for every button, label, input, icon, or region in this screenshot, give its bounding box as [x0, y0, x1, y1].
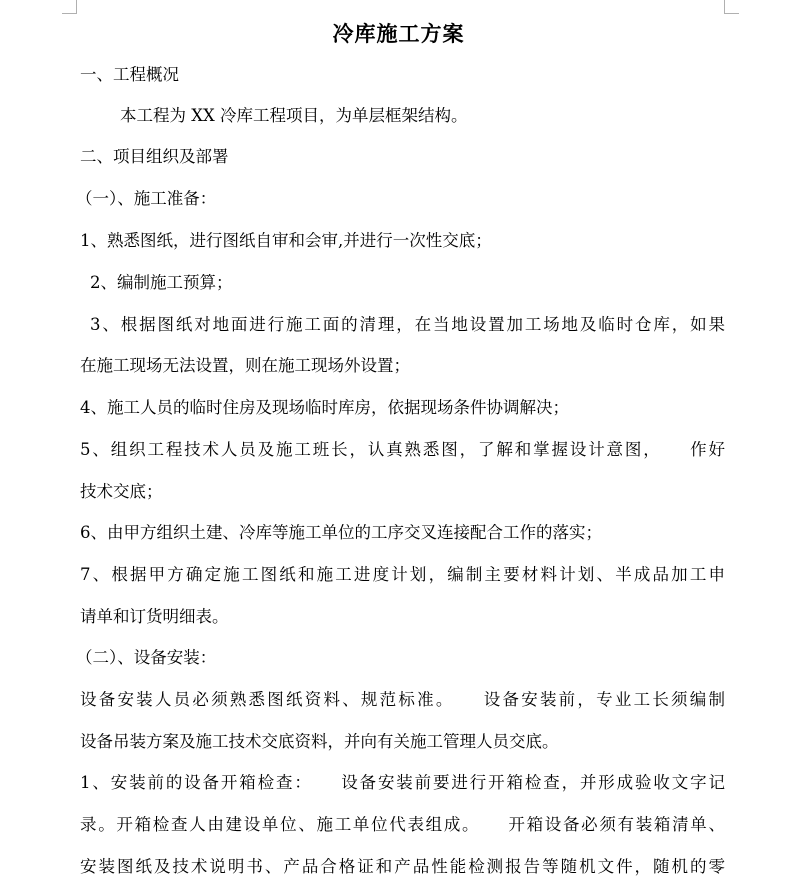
paragraph-equipment-line-2: 设备吊装方案及施工技术交底资料，并向有关施工管理人员交底。: [80, 732, 559, 751]
list-item-1: 1、熟悉图纸，进行图纸自审和会审,并进行一次性交底；: [80, 231, 492, 250]
subsection-heading-2: （二）、设备安装：: [76, 648, 217, 667]
inspection-line-2: 录。开箱检查人由建设单位、施工单位代表组成。 开箱设备必须有装箱清单、: [80, 815, 725, 834]
document-title: 冷库施工方案: [332, 21, 465, 46]
list-item-5-line-2: 技术交底；: [80, 482, 163, 501]
inspection-line-3: 安装图纸及技术说明书、产品合格证和产品性能检测报告等随机文件，随机的零: [80, 857, 725, 876]
list-item-3-line-1: 3、根据图纸对地面进行施工面的清理，在当地设置加工场地及临时仓库，如果: [90, 315, 725, 334]
list-item-4: 4、施工人员的临时住房及现场临时库房，依据现场条件协调解决；: [80, 398, 569, 417]
section-heading-2: 二、项目组织及部署: [80, 147, 229, 166]
list-item-6: 6、由甲方组织土建、冷库等施工单位的工序交叉连接配合工作的落实；: [80, 523, 602, 542]
list-item-3-line-2: 在施工现场无法设置，则在施工现场外设置；: [80, 356, 410, 375]
paragraph-equipment-line-1: 设备安装人员必须熟悉图纸资料、规范标准。 设备安装前，专业工长须编制: [80, 690, 725, 709]
section-heading-1: 一、工程概况: [80, 65, 179, 84]
subsection-heading-1: （一）、施工准备：: [76, 189, 217, 208]
crop-mark-top-right: [724, 0, 739, 14]
paragraph-line: 本工程为 XX 冷库工程项目，为单层框架结构。: [120, 106, 468, 125]
crop-mark-top-left: [62, 0, 77, 14]
list-item-2: 2、编制施工预算；: [90, 273, 233, 292]
list-item-7-line-1: 7、根据甲方确定施工图纸和施工进度计划，编制主要材料计划、半成品加工申: [80, 565, 725, 584]
list-item-7-line-2: 请单和订货明细表。: [80, 607, 229, 626]
list-item-5-line-1: 5、组织工程技术人员及施工班长，认真熟悉图，了解和掌握设计意图， 作好: [80, 440, 725, 459]
inspection-line-1: 1、安装前的设备开箱检查： 设备安装前要进行开箱检查，并形成验收文字记: [80, 773, 725, 792]
